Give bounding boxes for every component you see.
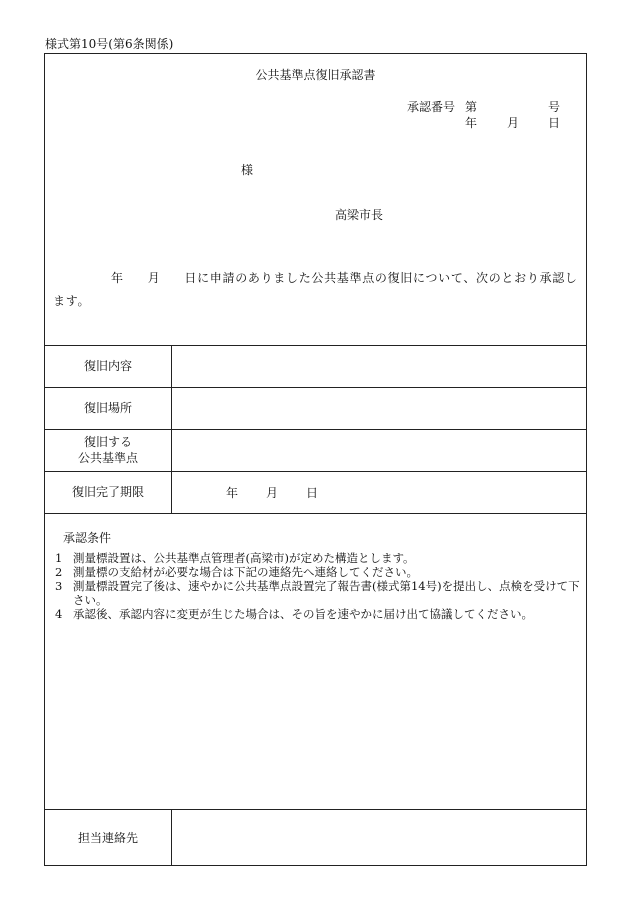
form-number: 様式第10号(第6条関係) [45,37,174,51]
row-divider [45,429,586,430]
deadline-date [226,486,346,500]
row-label-restored-point-line2: 公共基準点 [77,451,138,465]
issue-date-day: 日 [548,116,561,130]
row-label-completion-deadline: 復旧完了期限 [71,485,144,499]
table-top-border [45,345,586,346]
contact-column-divider [171,809,172,865]
body-line-2: ます。 [53,294,91,308]
approval-form [44,53,587,866]
deadline-year: 年 [226,486,239,500]
condition-item [55,565,583,579]
conditions-title: 承認条件 [63,531,112,545]
condition-text: 承認後、承認内容に変更が生じた場合は、その旨を速やかに届け出て協議してください。 [73,607,533,621]
condition-item [55,551,583,565]
body-year: 年 [111,271,124,285]
body-month: 月 [147,271,161,285]
approval-body-text [53,267,580,313]
row-label-restoration-content: 復旧内容 [83,359,132,373]
condition-number: 2 [55,565,63,579]
addressee-suffix: 様 [241,163,254,177]
document-title: 公共基準点復旧承認書 [255,68,376,82]
condition-number: 3 [55,579,63,593]
contact-label: 担当連絡先 [77,831,138,845]
condition-text: 測量標の支給材が必要な場合は下記の連絡先へ連絡してください。 [73,565,418,579]
approval-number-label: 承認番号 [407,100,456,114]
condition-item [55,607,583,621]
condition-number: 1 [55,551,63,565]
row-divider [45,471,586,472]
table-column-divider [171,345,172,513]
body-text-rest: 日に申請のありました公共基準点の復旧について、次のとおり承認し [184,271,578,285]
row-label-restored-point-line1: 復旧する [83,435,132,449]
condition-number: 4 [55,607,63,621]
row-divider [45,387,586,388]
issuer-name: 高梁市長 [335,208,384,222]
body-line-1 [53,267,580,290]
condition-text: 測量標設置は、公共基準点管理者(高梁市)が定めた構造とします。 [73,551,415,565]
contact-row-border [45,809,586,810]
condition-item [55,579,583,607]
issue-date-year: 年 [465,116,478,130]
row-label-restoration-location: 復旧場所 [83,401,132,415]
deadline-month: 月 [266,486,279,500]
deadline-day: 日 [306,486,319,500]
condition-text: 測量標設置完了後は、速やかに公共基準点設置完了報告書(様式第14号)を提出し、点検を受けて下さい。 [73,579,580,607]
approval-number-suffix: 号 [548,100,561,114]
table-bottom-border [45,513,586,514]
issue-date-month: 月 [507,116,520,130]
approval-number-prefix: 第 [465,100,478,114]
conditions-list [55,551,583,621]
